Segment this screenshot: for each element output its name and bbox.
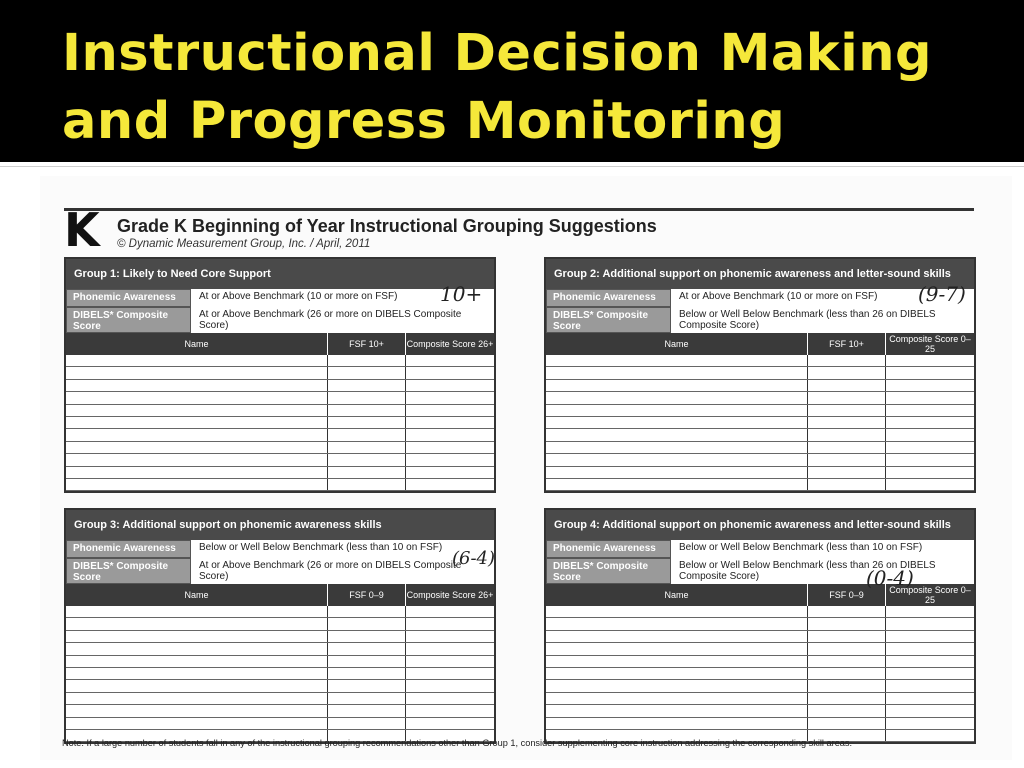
table-cell bbox=[546, 417, 808, 428]
table-cell bbox=[546, 367, 808, 378]
table-cell bbox=[546, 680, 808, 691]
criterion-phonemic-awareness bbox=[66, 289, 494, 307]
table-cell bbox=[546, 643, 808, 654]
table-cell bbox=[66, 442, 328, 453]
table-row bbox=[546, 656, 974, 668]
table-cell bbox=[886, 454, 974, 465]
table-row bbox=[66, 705, 494, 717]
table-cell bbox=[406, 705, 494, 716]
table-row bbox=[66, 643, 494, 655]
table-row bbox=[66, 417, 494, 429]
table-header bbox=[66, 584, 494, 606]
table-cell bbox=[886, 680, 974, 691]
table-cell bbox=[808, 467, 886, 478]
table-cell bbox=[66, 417, 328, 428]
table-cell bbox=[406, 367, 494, 378]
table-row bbox=[546, 618, 974, 630]
table-row bbox=[546, 367, 974, 379]
table-cell bbox=[328, 429, 406, 440]
handwritten-note-group-1: 10+ bbox=[440, 282, 483, 306]
group-heading: Group 3: Additional support on phonemic awareness skills bbox=[66, 510, 494, 540]
criterion-dibels-composite bbox=[546, 307, 974, 333]
table-cell bbox=[546, 467, 808, 478]
table-cell bbox=[328, 380, 406, 391]
table-row bbox=[546, 355, 974, 367]
table-cell bbox=[546, 429, 808, 440]
table-row bbox=[66, 429, 494, 441]
table-row bbox=[66, 380, 494, 392]
table-cell bbox=[886, 631, 974, 642]
table-cell bbox=[886, 380, 974, 391]
table-cell bbox=[66, 392, 328, 403]
table-cell bbox=[328, 467, 406, 478]
table-cell bbox=[406, 380, 494, 391]
table-cell bbox=[66, 479, 328, 490]
table-row bbox=[66, 405, 494, 417]
document-title: Grade K Beginning of Year Instructional Grouping Suggestions bbox=[117, 216, 657, 236]
table-cell bbox=[328, 680, 406, 691]
table-cell bbox=[406, 442, 494, 453]
document-note: Note. If a large number of students fall in any of the instructional grouping recommendations other than Group 1, consider supplementing core instruction addressing the corresponding skill areas. bbox=[62, 738, 853, 748]
table-cell bbox=[406, 693, 494, 704]
criterion-description: Below or Well Below Benchmark (less than 10 on FSF) bbox=[199, 542, 443, 553]
table-row bbox=[546, 442, 974, 454]
table-cell bbox=[546, 693, 808, 704]
criterion-description: Below or Well Below Benchmark (less than 26 on DIBELS Composite Score) bbox=[679, 309, 936, 331]
table-cell bbox=[328, 618, 406, 629]
column-header-composite-score: Composite Score 26+ bbox=[406, 339, 494, 349]
criterion-description: Below or Well Below Benchmark (less than 10 on FSF) bbox=[679, 542, 923, 553]
table-cell bbox=[886, 467, 974, 478]
table-cell bbox=[406, 355, 494, 366]
criterion-description: At or Above Benchmark (26 or more on DIBELS Composite Score) bbox=[199, 560, 462, 582]
criterion-phonemic-awareness bbox=[546, 540, 974, 558]
table-row bbox=[546, 718, 974, 730]
table-cell bbox=[66, 631, 328, 642]
column-header-name: Name bbox=[66, 584, 328, 606]
table-cell bbox=[66, 405, 328, 416]
table-cell bbox=[808, 693, 886, 704]
table-cell bbox=[406, 405, 494, 416]
table-cell bbox=[66, 454, 328, 465]
criterion-label: DIBELS* Composite Score bbox=[66, 307, 191, 333]
table-cell bbox=[546, 392, 808, 403]
table-cell bbox=[546, 705, 808, 716]
criterion-description: At or Above Benchmark (10 or more on FSF) bbox=[679, 291, 878, 302]
table-cell bbox=[808, 355, 886, 366]
table-cell bbox=[886, 367, 974, 378]
table-cell bbox=[546, 718, 808, 729]
table-row bbox=[66, 454, 494, 466]
table-cell bbox=[546, 606, 808, 617]
table-cell bbox=[808, 631, 886, 642]
table-row bbox=[66, 631, 494, 643]
table-row bbox=[546, 454, 974, 466]
table-row bbox=[546, 479, 974, 491]
table-cell bbox=[328, 718, 406, 729]
table-row bbox=[546, 429, 974, 441]
table-cell bbox=[66, 680, 328, 691]
column-header-fsf: FSF 10+ bbox=[808, 333, 886, 355]
table-cell bbox=[406, 680, 494, 691]
table-cell bbox=[808, 367, 886, 378]
table-row bbox=[66, 693, 494, 705]
table-cell bbox=[808, 454, 886, 465]
table-row bbox=[66, 442, 494, 454]
table-cell bbox=[66, 705, 328, 716]
criterion-label: Phonemic Awareness bbox=[546, 289, 671, 307]
table-row bbox=[66, 656, 494, 668]
table-cell bbox=[886, 479, 974, 490]
table-cell bbox=[66, 467, 328, 478]
slide-title-line-2: and Progress Monitoring bbox=[62, 92, 786, 151]
table-cell bbox=[406, 479, 494, 490]
table-cell bbox=[328, 631, 406, 642]
table-cell bbox=[808, 668, 886, 679]
table-cell bbox=[406, 643, 494, 654]
group-4-panel bbox=[544, 508, 976, 744]
criterion-label: DIBELS* Composite Score bbox=[546, 307, 671, 333]
column-header-fsf: FSF 10+ bbox=[328, 333, 406, 355]
table-cell bbox=[808, 479, 886, 490]
table-cell bbox=[66, 355, 328, 366]
table-cell bbox=[808, 392, 886, 403]
table-cell bbox=[886, 429, 974, 440]
table-cell bbox=[406, 656, 494, 667]
table-body bbox=[546, 355, 974, 491]
table-cell bbox=[808, 643, 886, 654]
table-row bbox=[546, 380, 974, 392]
table-cell bbox=[808, 606, 886, 617]
table-header bbox=[66, 333, 494, 355]
title-divider bbox=[0, 162, 1024, 167]
table-cell bbox=[886, 392, 974, 403]
table-cell bbox=[328, 705, 406, 716]
table-cell bbox=[66, 668, 328, 679]
criterion-label: Phonemic Awareness bbox=[66, 289, 191, 307]
table-cell bbox=[406, 392, 494, 403]
group-3-panel bbox=[64, 508, 496, 744]
table-cell bbox=[886, 705, 974, 716]
table-cell bbox=[886, 643, 974, 654]
table-cell bbox=[66, 718, 328, 729]
table-row bbox=[546, 680, 974, 692]
table-cell bbox=[328, 693, 406, 704]
document-top-rule bbox=[64, 208, 974, 211]
table-body bbox=[66, 355, 494, 491]
table-row bbox=[546, 643, 974, 655]
table-row bbox=[546, 392, 974, 404]
handwritten-note-group-4: (0-4) bbox=[866, 566, 914, 590]
table-cell bbox=[66, 429, 328, 440]
table-cell bbox=[546, 479, 808, 490]
table-cell bbox=[886, 355, 974, 366]
table-cell bbox=[66, 367, 328, 378]
criterion-phonemic-awareness bbox=[546, 289, 974, 307]
table-cell bbox=[546, 380, 808, 391]
table-row bbox=[546, 405, 974, 417]
criterion-description: At or Above Benchmark (10 or more on FSF) bbox=[199, 291, 398, 302]
table-cell bbox=[886, 618, 974, 629]
criterion-description: Below or Well Below Benchmark (less than 26 on DIBELS Composite Score) bbox=[679, 560, 936, 582]
criterion-label: Phonemic Awareness bbox=[66, 540, 191, 558]
table-cell bbox=[328, 417, 406, 428]
group-heading: Group 1: Likely to Need Core Support bbox=[66, 259, 494, 289]
table-cell bbox=[886, 606, 974, 617]
table-cell bbox=[546, 405, 808, 416]
table-row bbox=[66, 718, 494, 730]
table-cell bbox=[886, 668, 974, 679]
table-cell bbox=[328, 392, 406, 403]
table-cell bbox=[546, 631, 808, 642]
table-cell bbox=[808, 417, 886, 428]
table-cell bbox=[886, 693, 974, 704]
table-cell bbox=[406, 618, 494, 629]
table-cell bbox=[406, 668, 494, 679]
table-cell bbox=[66, 693, 328, 704]
table-cell bbox=[546, 618, 808, 629]
table-cell bbox=[546, 442, 808, 453]
table-cell bbox=[406, 631, 494, 642]
table-cell bbox=[328, 668, 406, 679]
table-row bbox=[546, 668, 974, 680]
column-header-fsf: FSF 0–9 bbox=[808, 584, 886, 606]
table-cell bbox=[328, 656, 406, 667]
slide-title bbox=[62, 20, 962, 156]
handwritten-note-group-3: (6-4) bbox=[452, 548, 496, 569]
table-cell bbox=[66, 643, 328, 654]
column-header-name: Name bbox=[546, 584, 808, 606]
table-row bbox=[546, 606, 974, 618]
table-row bbox=[66, 680, 494, 692]
table-cell bbox=[886, 442, 974, 453]
table-cell bbox=[406, 454, 494, 465]
table-cell bbox=[546, 668, 808, 679]
table-header bbox=[546, 333, 974, 355]
table-cell bbox=[406, 718, 494, 729]
table-cell bbox=[406, 417, 494, 428]
criterion-dibels-composite bbox=[66, 558, 494, 584]
table-row bbox=[66, 355, 494, 367]
table-cell bbox=[808, 405, 886, 416]
table-cell bbox=[328, 442, 406, 453]
table-row bbox=[66, 367, 494, 379]
criterion-dibels-composite bbox=[66, 307, 494, 333]
table-cell bbox=[808, 718, 886, 729]
table-cell bbox=[328, 367, 406, 378]
table-cell bbox=[808, 442, 886, 453]
criterion-description: At or Above Benchmark (26 or more on DIBELS Composite Score) bbox=[199, 309, 462, 331]
group-1-panel bbox=[64, 257, 496, 493]
table-row bbox=[546, 693, 974, 705]
criterion-label: Phonemic Awareness bbox=[546, 540, 671, 558]
criterion-label: DIBELS* Composite Score bbox=[66, 558, 191, 584]
column-header-fsf: FSF 0–9 bbox=[328, 584, 406, 606]
handwritten-note-group-2: (9-7) bbox=[918, 282, 966, 306]
table-cell bbox=[66, 618, 328, 629]
table-cell bbox=[328, 606, 406, 617]
grade-letter: K bbox=[64, 203, 100, 257]
group-heading: Group 4: Additional support on phonemic awareness and letter-sound skills bbox=[546, 510, 974, 540]
table-cell bbox=[808, 656, 886, 667]
table-cell bbox=[886, 656, 974, 667]
table-cell bbox=[66, 656, 328, 667]
column-header-composite-score: Composite Score 0–25 bbox=[889, 585, 971, 605]
criterion-label: DIBELS* Composite Score bbox=[546, 558, 671, 584]
column-header-composite-score: Composite Score 0–25 bbox=[889, 334, 971, 354]
slide-title-bar bbox=[0, 0, 1024, 162]
table-cell bbox=[328, 479, 406, 490]
table-row bbox=[546, 631, 974, 643]
criterion-phonemic-awareness bbox=[66, 540, 494, 558]
table-body bbox=[546, 606, 974, 742]
table-cell bbox=[328, 355, 406, 366]
table-cell bbox=[406, 467, 494, 478]
table-row bbox=[66, 467, 494, 479]
column-header-composite-score: Composite Score 26+ bbox=[406, 590, 494, 600]
column-header-name: Name bbox=[66, 333, 328, 355]
table-cell bbox=[808, 380, 886, 391]
table-cell bbox=[546, 355, 808, 366]
table-cell bbox=[886, 405, 974, 416]
table-cell bbox=[886, 417, 974, 428]
table-cell bbox=[406, 606, 494, 617]
slide-title-line-1: Instructional Decision Making bbox=[62, 24, 933, 83]
table-cell bbox=[328, 643, 406, 654]
table-row bbox=[546, 417, 974, 429]
table-body bbox=[66, 606, 494, 742]
group-heading: Group 2: Additional support on phonemic awareness and letter-sound skills bbox=[546, 259, 974, 289]
table-cell bbox=[808, 705, 886, 716]
table-row bbox=[546, 705, 974, 717]
table-cell bbox=[66, 606, 328, 617]
group-2-panel bbox=[544, 257, 976, 493]
table-cell bbox=[546, 454, 808, 465]
column-header-name: Name bbox=[546, 333, 808, 355]
table-cell bbox=[66, 380, 328, 391]
table-cell bbox=[328, 454, 406, 465]
table-row bbox=[66, 606, 494, 618]
table-cell bbox=[886, 718, 974, 729]
table-row bbox=[66, 479, 494, 491]
document-copyright: © Dynamic Measurement Group, Inc. / April, 2011 bbox=[117, 238, 371, 250]
table-row bbox=[66, 618, 494, 630]
table-cell bbox=[406, 429, 494, 440]
table-row bbox=[546, 467, 974, 479]
table-cell bbox=[808, 429, 886, 440]
table-row bbox=[66, 668, 494, 680]
table-row bbox=[66, 392, 494, 404]
table-cell bbox=[328, 405, 406, 416]
table-cell bbox=[808, 680, 886, 691]
table-cell bbox=[546, 656, 808, 667]
table-cell bbox=[808, 618, 886, 629]
